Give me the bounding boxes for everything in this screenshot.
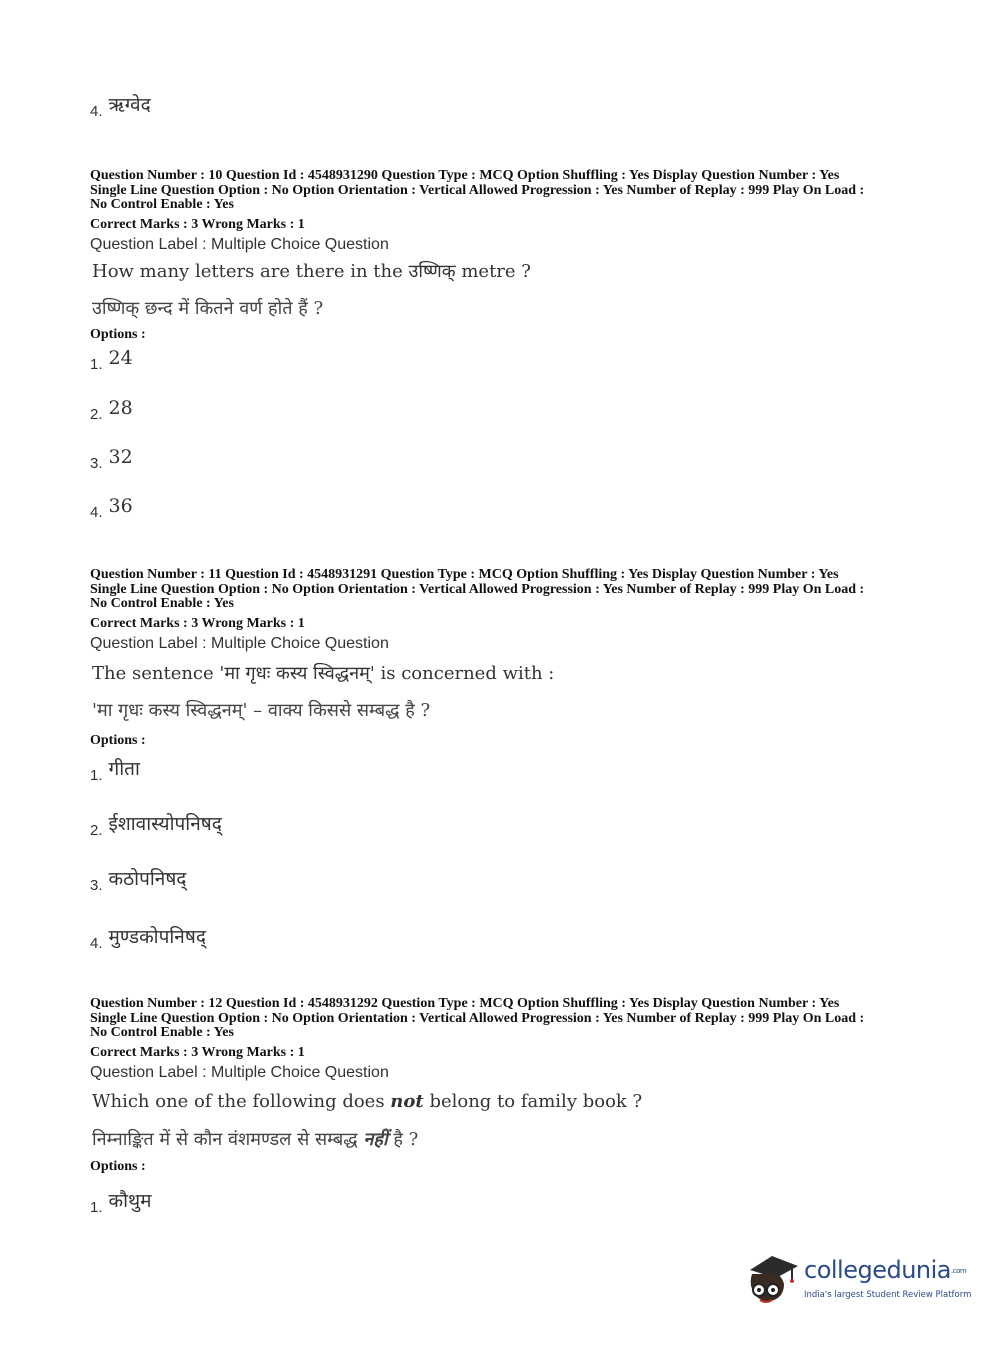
option-3[interactable]: 3. कठोपनिषद्: [90, 868, 187, 894]
marks-info: Correct Marks : 3 Wrong Marks : 1: [90, 616, 305, 631]
question-text-hi: निम्नाङ्कित में से कौन वंशमण्डल से सम्बद्ध नहीं है ?: [92, 1129, 419, 1150]
collegedunia-logo: [742, 1250, 972, 1310]
logo-tagline: India's largest Student Review Platform: [804, 1290, 972, 1300]
mascot-icon: [742, 1250, 802, 1310]
logo-suffix: .com: [951, 1267, 967, 1275]
logo-brand: collegedunia: [804, 1256, 952, 1284]
question-meta: Question Number : 12 Question Id : 4548931292 Question Type : MCQ Option Shuffling : Yes Display Question Number : Yes Single Line Question Option : No Option Orientation : Vertical Allowed Progression : Yes Number of Replay : 999 Play On Load : No Control Enable : Yes: [90, 996, 865, 1040]
question-text-en: The sentence 'मा गृधः कस्य स्विद्धनम्' is concerned with :: [92, 663, 555, 684]
question-label: Question Label : Multiple Choice Question: [90, 236, 389, 253]
option-4: 4. ऋग्वेद: [90, 94, 151, 120]
emphasis-not: not: [390, 1091, 424, 1112]
question-text-hi: उष्णिक् छन्द में कितने वर्ण होते हैं ?: [92, 298, 324, 319]
question-meta: Question Number : 11 Question Id : 4548931291 Question Type : MCQ Option Shuffling : Yes Display Question Number : Yes Single Line Question Option : No Option Orientation : Vertical Allowed Progression : Yes Number of Replay : 999 Play On Load : No Control Enable : Yes: [90, 567, 865, 611]
option-4[interactable]: 4. 36: [90, 495, 133, 521]
option-1[interactable]: 1. 24: [90, 347, 133, 373]
option-3[interactable]: 3. 32: [90, 446, 133, 472]
marks-info: Correct Marks : 3 Wrong Marks : 1: [90, 217, 305, 232]
options-label: Options :: [90, 1159, 146, 1174]
question-text-en: How many letters are there in the उष्णिक् metre ?: [92, 261, 531, 282]
question-label: Question Label : Multiple Choice Question: [90, 1064, 389, 1081]
marks-info: Correct Marks : 3 Wrong Marks : 1: [90, 1045, 305, 1060]
options-label: Options :: [90, 733, 146, 748]
options-label: Options :: [90, 327, 146, 342]
question-text-en: Which one of the following does not belong to family book ?: [92, 1091, 643, 1112]
question-meta: Question Number : 10 Question Id : 4548931290 Question Type : MCQ Option Shuffling : Yes Display Question Number : Yes Single Line Question Option : No Option Orientation : Vertical Allowed Progression : Yes Number of Replay : 999 Play On Load : No Control Enable : Yes: [90, 168, 865, 212]
option-2[interactable]: 2. 28: [90, 397, 133, 423]
emphasis-nahin: नहीं: [363, 1129, 388, 1150]
option-1[interactable]: 1. कौथुम: [90, 1190, 152, 1216]
option-4[interactable]: 4. मुण्डकोपनिषद्: [90, 926, 206, 952]
option-1[interactable]: 1. गीता: [90, 758, 140, 784]
question-text-hi: 'मा गृधः कस्य स्विद्धनम्' – वाक्य किससे सम्बद्ध है ?: [92, 700, 431, 721]
option-2[interactable]: 2. ईशावास्योपनिषद्: [90, 813, 222, 839]
question-label: Question Label : Multiple Choice Question: [90, 635, 389, 652]
